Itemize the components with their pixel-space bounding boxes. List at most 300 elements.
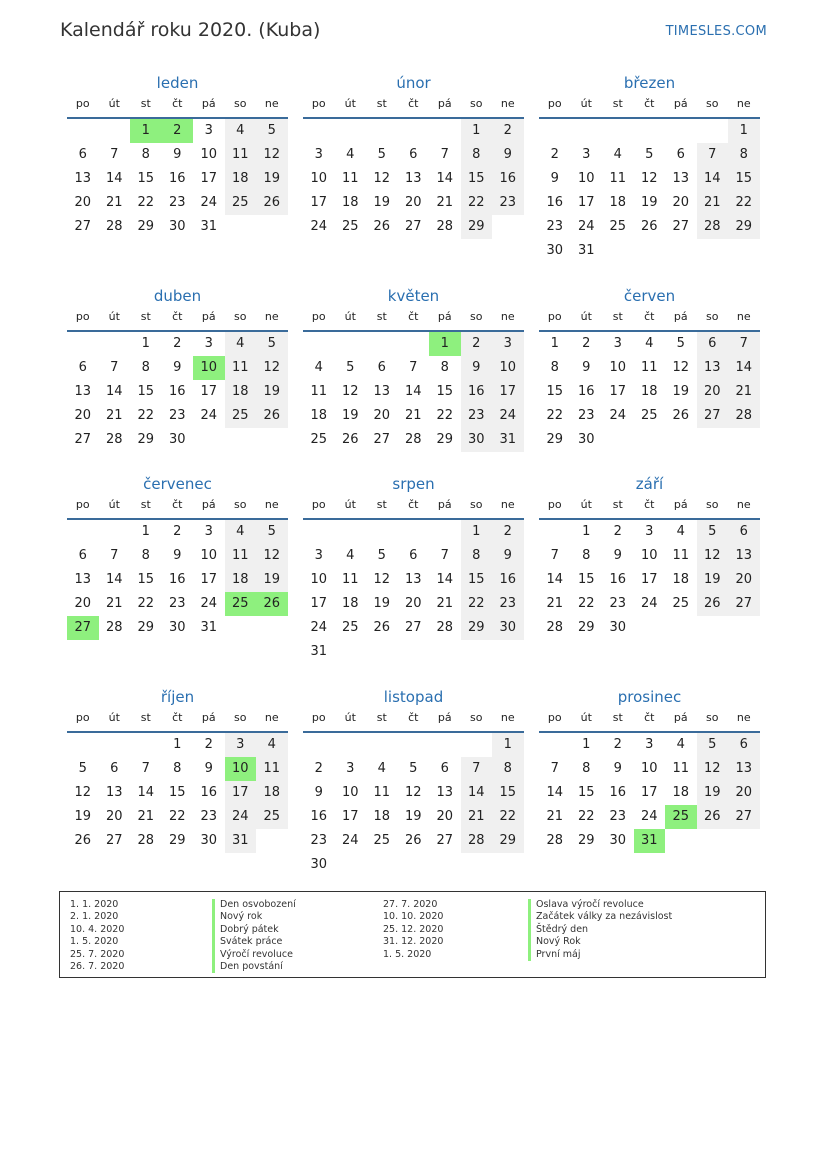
weekday-header bbox=[67, 496, 288, 520]
weekday-label: pá bbox=[673, 498, 688, 511]
day-cell: 12 bbox=[256, 356, 288, 380]
day-cell: 12 bbox=[697, 544, 729, 568]
legend-holiday-name: Začátek války za nezávislost bbox=[528, 911, 672, 923]
weekday-label: st bbox=[376, 310, 387, 323]
day-cell: 9 bbox=[613, 761, 622, 776]
day-cell: 12 bbox=[74, 785, 92, 800]
day-cell: 25 bbox=[341, 219, 359, 234]
day-cell: 6 bbox=[697, 332, 729, 356]
day-cell: 25 bbox=[225, 404, 257, 428]
legend-holiday-name: První máj bbox=[528, 949, 672, 961]
day-cell: 4 bbox=[225, 119, 257, 143]
day-cell: 16 bbox=[492, 568, 524, 592]
day-cell: 11 bbox=[672, 548, 690, 563]
weekday-header bbox=[303, 709, 524, 733]
day-cell: 6 bbox=[728, 520, 760, 544]
day-cell: 3 bbox=[346, 761, 355, 776]
empty-cell bbox=[571, 119, 603, 143]
day-cell: 13 bbox=[74, 572, 92, 587]
day-cell: 4 bbox=[377, 761, 386, 776]
day-cell: 8 bbox=[492, 757, 524, 781]
day-cell: 13 bbox=[74, 171, 92, 186]
day-cell: 17 bbox=[640, 785, 658, 800]
day-cell: 23 bbox=[492, 191, 524, 215]
day-cell: 17 bbox=[310, 195, 328, 210]
day-cell: 26 bbox=[341, 432, 359, 447]
day-cell: 2 bbox=[461, 332, 493, 356]
month-12 bbox=[539, 685, 760, 853]
site-link[interactable]: TIMESLES.COM bbox=[665, 24, 767, 39]
weekday-label: po bbox=[75, 711, 90, 724]
day-cell: 29 bbox=[168, 833, 186, 848]
day-cell: 16 bbox=[168, 384, 186, 399]
day-cell: 30 bbox=[609, 833, 627, 848]
day-cell: 6 bbox=[409, 548, 418, 563]
day-cell: 18 bbox=[341, 195, 359, 210]
month-name: červenec bbox=[143, 475, 212, 493]
day-cell: 24 bbox=[200, 195, 218, 210]
day-cell: 28 bbox=[436, 219, 454, 234]
empty-cell bbox=[602, 119, 634, 143]
empty-cell bbox=[697, 119, 729, 143]
day-cell: 16 bbox=[609, 572, 627, 587]
weekday-label: so bbox=[706, 711, 719, 724]
day-cell: 14 bbox=[436, 572, 454, 587]
day-cell: 4 bbox=[676, 737, 685, 752]
weekday-label: pá bbox=[201, 498, 216, 511]
weekday-label: pá bbox=[673, 711, 688, 724]
day-cell: 5 bbox=[377, 548, 386, 563]
day-cell: 31 bbox=[225, 829, 257, 853]
day-cell: 9 bbox=[314, 785, 323, 800]
day-cell: 18 bbox=[640, 384, 658, 399]
day-cell: 21 bbox=[105, 596, 123, 611]
day-cell: 3 bbox=[645, 737, 654, 752]
day-cell: 12 bbox=[341, 384, 359, 399]
day-cell: 8 bbox=[728, 143, 760, 167]
day-cell: 17 bbox=[577, 195, 595, 210]
day-cell: 27 bbox=[672, 219, 690, 234]
weekday-label: út bbox=[580, 711, 592, 724]
day-cell: 14 bbox=[105, 384, 123, 399]
day-cell: 25 bbox=[640, 408, 658, 423]
day-cell: 18 bbox=[373, 809, 391, 824]
holiday-day-cell: 25 bbox=[665, 805, 697, 829]
weekday-label: st bbox=[376, 498, 387, 511]
weekday-label: út bbox=[344, 97, 356, 110]
legend-dates-left bbox=[70, 899, 124, 973]
weekday-label: po bbox=[547, 711, 562, 724]
day-cell: 1 bbox=[728, 119, 760, 143]
day-cell: 14 bbox=[697, 167, 729, 191]
day-cell: 20 bbox=[404, 195, 422, 210]
day-cell: 3 bbox=[645, 524, 654, 539]
day-cell: 1 bbox=[173, 737, 182, 752]
legend-holiday-name: Dobrý pátek bbox=[212, 924, 296, 936]
holiday-legend bbox=[59, 891, 766, 978]
day-cell: 5 bbox=[697, 733, 729, 757]
empty-cell bbox=[539, 733, 571, 757]
day-cell: 11 bbox=[225, 544, 257, 568]
day-cell: 7 bbox=[110, 548, 119, 563]
day-cell: 16 bbox=[546, 195, 564, 210]
day-cell: 30 bbox=[168, 620, 186, 635]
weekday-label: po bbox=[311, 310, 326, 323]
day-cell: 10 bbox=[200, 147, 218, 162]
weekday-label: so bbox=[470, 498, 483, 511]
weekday-label: st bbox=[612, 498, 623, 511]
day-cell: 2 bbox=[550, 147, 559, 162]
day-cell: 22 bbox=[492, 805, 524, 829]
legend-date: 1. 1. 2020 bbox=[70, 899, 119, 910]
weekday-label: čt bbox=[644, 711, 655, 724]
day-cell: 6 bbox=[78, 548, 87, 563]
day-cell: 5 bbox=[697, 520, 729, 544]
days-grid bbox=[539, 520, 760, 640]
day-cell: 30 bbox=[200, 833, 218, 848]
empty-cell bbox=[429, 119, 461, 143]
month-name: září bbox=[635, 475, 664, 493]
empty-cell bbox=[366, 733, 398, 757]
weekday-label: ne bbox=[264, 310, 279, 323]
legend-date: 2. 1. 2020 bbox=[70, 911, 119, 923]
day-cell: 30 bbox=[609, 620, 627, 635]
legend-holiday-name: Den povstání bbox=[212, 961, 296, 973]
day-cell: 9 bbox=[173, 360, 182, 375]
weekday-header bbox=[303, 95, 524, 119]
day-cell: 31 bbox=[200, 620, 218, 635]
weekday-label: so bbox=[234, 310, 247, 323]
day-cell: 28 bbox=[728, 404, 760, 428]
day-cell: 26 bbox=[74, 833, 92, 848]
day-cell: 1 bbox=[582, 524, 591, 539]
month-name: květen bbox=[387, 287, 440, 305]
legend-holiday-name: Nový rok bbox=[212, 911, 296, 923]
day-cell: 20 bbox=[105, 809, 123, 824]
day-cell: 22 bbox=[137, 195, 155, 210]
day-cell: 31 bbox=[492, 428, 524, 452]
day-cell: 28 bbox=[546, 620, 564, 635]
empty-cell bbox=[67, 332, 99, 356]
day-cell: 10 bbox=[310, 171, 328, 186]
day-cell: 13 bbox=[74, 384, 92, 399]
day-cell: 18 bbox=[310, 408, 328, 423]
day-cell: 30 bbox=[168, 432, 186, 447]
day-cell: 19 bbox=[256, 568, 288, 592]
day-cell: 15 bbox=[728, 167, 760, 191]
day-cell: 20 bbox=[697, 380, 729, 404]
day-cell: 11 bbox=[310, 384, 328, 399]
weekday-label: st bbox=[140, 498, 151, 511]
day-cell: 3 bbox=[492, 332, 524, 356]
day-cell: 15 bbox=[436, 384, 454, 399]
day-cell: 4 bbox=[256, 733, 288, 757]
legend-names-left bbox=[212, 899, 296, 973]
day-cell: 11 bbox=[609, 171, 627, 186]
day-cell: 16 bbox=[492, 167, 524, 191]
day-cell: 30 bbox=[546, 243, 564, 258]
day-cell: 19 bbox=[672, 384, 690, 399]
weekday-label: pá bbox=[673, 310, 688, 323]
day-cell: 1 bbox=[461, 119, 493, 143]
day-cell: 23 bbox=[577, 408, 595, 423]
day-cell: 12 bbox=[373, 572, 391, 587]
day-cell: 8 bbox=[550, 360, 559, 375]
weekday-label: po bbox=[75, 97, 90, 110]
day-cell: 21 bbox=[697, 191, 729, 215]
day-cell: 19 bbox=[404, 809, 422, 824]
day-cell: 28 bbox=[105, 432, 123, 447]
day-cell: 28 bbox=[436, 620, 454, 635]
weekday-label: st bbox=[376, 711, 387, 724]
weekday-label: pá bbox=[437, 711, 452, 724]
day-cell: 21 bbox=[546, 809, 564, 824]
weekday-header bbox=[303, 496, 524, 520]
day-cell: 1 bbox=[582, 737, 591, 752]
days-grid bbox=[539, 119, 760, 263]
empty-cell bbox=[130, 733, 162, 757]
weekday-label: čt bbox=[172, 97, 183, 110]
day-cell: 22 bbox=[577, 596, 595, 611]
legend-names-right bbox=[528, 899, 672, 961]
day-cell: 3 bbox=[582, 147, 591, 162]
days-grid bbox=[539, 733, 760, 853]
day-cell: 4 bbox=[346, 147, 355, 162]
month-name: listopad bbox=[383, 688, 444, 706]
days-grid bbox=[539, 332, 760, 452]
day-cell: 18 bbox=[672, 572, 690, 587]
weekday-label: po bbox=[547, 310, 562, 323]
holiday-day-cell: 27 bbox=[67, 616, 99, 640]
day-cell: 13 bbox=[373, 384, 391, 399]
weekday-header bbox=[539, 496, 760, 520]
day-cell: 21 bbox=[546, 596, 564, 611]
day-cell: 29 bbox=[577, 620, 595, 635]
day-cell: 12 bbox=[256, 143, 288, 167]
legend-holiday-name: Den osvobození bbox=[212, 899, 296, 911]
day-cell: 3 bbox=[204, 524, 213, 539]
day-cell: 25 bbox=[609, 219, 627, 234]
weekday-label: čt bbox=[408, 97, 419, 110]
day-cell: 15 bbox=[577, 572, 595, 587]
day-cell: 16 bbox=[200, 785, 218, 800]
days-grid bbox=[303, 520, 524, 664]
day-cell: 2 bbox=[613, 737, 622, 752]
day-cell: 10 bbox=[640, 761, 658, 776]
day-cell: 10 bbox=[492, 356, 524, 380]
day-cell: 28 bbox=[404, 432, 422, 447]
empty-cell bbox=[335, 733, 367, 757]
legend-date: 1. 5. 2020 bbox=[70, 936, 119, 948]
legend-date: 26. 7. 2020 bbox=[70, 961, 125, 973]
day-cell: 28 bbox=[546, 833, 564, 848]
day-cell: 6 bbox=[110, 761, 119, 776]
empty-cell bbox=[67, 119, 99, 143]
weekday-label: po bbox=[311, 97, 326, 110]
day-cell: 9 bbox=[173, 147, 182, 162]
legend-date: 25. 7. 2020 bbox=[70, 948, 125, 960]
day-cell: 2 bbox=[173, 336, 182, 351]
day-cell: 8 bbox=[582, 761, 591, 776]
day-cell: 3 bbox=[204, 336, 213, 351]
day-cell: 3 bbox=[314, 548, 323, 563]
day-cell: 21 bbox=[105, 408, 123, 423]
day-cell: 27 bbox=[373, 432, 391, 447]
weekday-label: út bbox=[108, 498, 120, 511]
month-4 bbox=[67, 284, 288, 452]
day-cell: 14 bbox=[546, 572, 564, 587]
day-cell: 5 bbox=[256, 332, 288, 356]
month-name: prosinec bbox=[617, 688, 682, 706]
day-cell: 21 bbox=[404, 408, 422, 423]
empty-cell bbox=[366, 119, 398, 143]
day-cell: 19 bbox=[256, 380, 288, 404]
day-cell: 22 bbox=[546, 408, 564, 423]
day-cell: 29 bbox=[492, 829, 524, 853]
day-cell: 14 bbox=[461, 781, 493, 805]
day-cell: 31 bbox=[577, 243, 595, 258]
day-cell: 22 bbox=[168, 809, 186, 824]
weekday-label: st bbox=[612, 711, 623, 724]
day-cell: 21 bbox=[137, 809, 155, 824]
day-cell: 26 bbox=[256, 191, 288, 215]
day-cell: 5 bbox=[409, 761, 418, 776]
weekday-label: ne bbox=[264, 711, 279, 724]
legend-date: 1. 5. 2020 bbox=[383, 948, 432, 960]
day-cell: 8 bbox=[461, 544, 493, 568]
day-cell: 11 bbox=[373, 785, 391, 800]
day-cell: 24 bbox=[609, 408, 627, 423]
day-cell: 13 bbox=[728, 544, 760, 568]
weekday-label: út bbox=[580, 310, 592, 323]
day-cell: 24 bbox=[492, 404, 524, 428]
weekday-label: út bbox=[580, 498, 592, 511]
day-cell: 12 bbox=[404, 785, 422, 800]
month-name: červen bbox=[623, 287, 676, 305]
day-cell: 7 bbox=[141, 761, 150, 776]
month-8 bbox=[303, 472, 524, 664]
day-cell: 14 bbox=[105, 572, 123, 587]
day-cell: 17 bbox=[492, 380, 524, 404]
weekday-label: so bbox=[470, 97, 483, 110]
day-cell: 9 bbox=[582, 360, 591, 375]
day-cell: 3 bbox=[613, 336, 622, 351]
day-cell: 24 bbox=[640, 809, 658, 824]
weekday-label: ne bbox=[500, 711, 515, 724]
holiday-day-cell: 26 bbox=[256, 592, 288, 616]
day-cell: 23 bbox=[200, 809, 218, 824]
day-cell: 22 bbox=[436, 408, 454, 423]
day-cell: 25 bbox=[225, 191, 257, 215]
day-cell: 21 bbox=[728, 380, 760, 404]
day-cell: 4 bbox=[645, 336, 654, 351]
day-cell: 10 bbox=[640, 548, 658, 563]
month-5 bbox=[303, 284, 524, 452]
day-cell: 24 bbox=[577, 219, 595, 234]
empty-cell bbox=[303, 733, 335, 757]
day-cell: 3 bbox=[314, 147, 323, 162]
holiday-day-cell: 25 bbox=[225, 592, 257, 616]
day-cell: 18 bbox=[256, 781, 288, 805]
day-cell: 13 bbox=[672, 171, 690, 186]
day-cell: 20 bbox=[373, 408, 391, 423]
day-cell: 6 bbox=[676, 147, 685, 162]
day-cell: 15 bbox=[577, 785, 595, 800]
day-cell: 27 bbox=[728, 592, 760, 616]
day-cell: 27 bbox=[74, 432, 92, 447]
month-name: duben bbox=[153, 287, 202, 305]
empty-cell bbox=[99, 520, 131, 544]
day-cell: 20 bbox=[728, 568, 760, 592]
holiday-day-cell: 10 bbox=[193, 356, 225, 380]
day-cell: 6 bbox=[409, 147, 418, 162]
weekday-label: pá bbox=[437, 498, 452, 511]
day-cell: 6 bbox=[377, 360, 386, 375]
day-cell: 1 bbox=[550, 336, 559, 351]
day-cell: 21 bbox=[436, 596, 454, 611]
day-cell: 17 bbox=[609, 384, 627, 399]
month-2 bbox=[303, 71, 524, 239]
day-cell: 26 bbox=[256, 404, 288, 428]
day-cell: 29 bbox=[436, 432, 454, 447]
day-cell: 2 bbox=[492, 119, 524, 143]
empty-cell bbox=[366, 520, 398, 544]
weekday-label: st bbox=[140, 97, 151, 110]
weekday-label: so bbox=[470, 711, 483, 724]
day-cell: 17 bbox=[640, 572, 658, 587]
empty-cell bbox=[398, 520, 430, 544]
day-cell: 7 bbox=[440, 147, 449, 162]
days-grid bbox=[67, 733, 288, 853]
day-cell: 7 bbox=[461, 757, 493, 781]
empty-cell bbox=[634, 119, 666, 143]
day-cell: 25 bbox=[672, 596, 690, 611]
day-cell: 11 bbox=[640, 360, 658, 375]
month-name: leden bbox=[156, 74, 199, 92]
weekday-label: po bbox=[75, 498, 90, 511]
weekday-label: st bbox=[140, 310, 151, 323]
month-name: březen bbox=[623, 74, 676, 92]
day-cell: 12 bbox=[640, 171, 658, 186]
day-cell: 14 bbox=[728, 356, 760, 380]
weekday-label: pá bbox=[201, 310, 216, 323]
day-cell: 15 bbox=[137, 384, 155, 399]
weekday-label: st bbox=[612, 310, 623, 323]
day-cell: 4 bbox=[225, 332, 257, 356]
month-9 bbox=[539, 472, 760, 640]
day-cell: 22 bbox=[461, 592, 493, 616]
day-cell: 7 bbox=[110, 147, 119, 162]
day-cell: 5 bbox=[377, 147, 386, 162]
day-cell: 29 bbox=[137, 219, 155, 234]
days-grid bbox=[303, 119, 524, 239]
day-cell: 20 bbox=[672, 195, 690, 210]
day-cell: 20 bbox=[728, 781, 760, 805]
weekday-label: čt bbox=[644, 97, 655, 110]
day-cell: 15 bbox=[461, 167, 493, 191]
day-cell: 5 bbox=[645, 147, 654, 162]
day-cell: 24 bbox=[341, 833, 359, 848]
day-cell: 30 bbox=[168, 219, 186, 234]
weekday-label: pá bbox=[437, 97, 452, 110]
weekday-label: pá bbox=[201, 97, 216, 110]
day-cell: 19 bbox=[373, 195, 391, 210]
day-cell: 8 bbox=[440, 360, 449, 375]
day-cell: 9 bbox=[492, 544, 524, 568]
day-cell: 30 bbox=[577, 432, 595, 447]
weekday-label: ne bbox=[736, 310, 751, 323]
day-cell: 4 bbox=[314, 360, 323, 375]
